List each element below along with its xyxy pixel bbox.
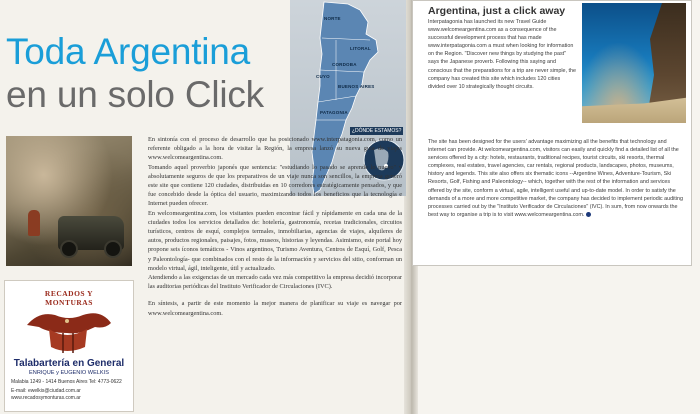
- ad-owner: ENRIQUE y EUGENIO WELKIS: [29, 370, 109, 376]
- spanish-paragraph-1: En sintonía con el proceso de desarrollo que ha posicionado www.interpatagonia.com, como un referente obligado a la hora de visitar la Región, la empresa lanzó su nueva guía de viajes www.welcomeargentina.com.: [148, 136, 402, 162]
- spanish-paragraph-5: En síntesis, a partir de este momento la mejor manera de planificar su viaje es navegar por www.welcomeargentina.com.: [148, 300, 402, 317]
- english-body: [428, 138, 686, 219]
- headline-line-2: en un solo Click: [6, 74, 264, 115]
- spanish-paragraph-4: Atendiendo a las exigencias de un mercado cada vez más competitivo la empresa decidió incorporar las auditorias periódicas del Instituto Verificador de Circulaciones (IVC).: [148, 274, 402, 291]
- map-label-litoral: LITORAL: [350, 46, 371, 51]
- english-body-copy: The site has been designed for the users' advantage maximizing all the benefits that technology and internet can provide. At welcomeargentina.com, visitors can easily and quickly find a detailed list of all the services offered by a city: hotels, restaurants, traditional recipes, tourist circuits, ski resorts, thermal complexes, real estates, travel agencies, car rentals, regional products, landscapes, photos, museums, history and legends. This site also offers six thematic icons --Argentine Wines, Adventure-Tourism, Ski Resorts, Golf, Fishing and Paleontology-- which, together with the rest of the information and services offered by the site, conform a virtual, agile, intelligent useful and up-to-date model. In order to satisfy the demands of a more and more competitive market, the company has decided to implement periodic auditing processes carried out by the "Instituto Verificador de Circulaciones" (IVC). In sum, from now onwards the best way to organise a trip is to visit www.welcomeargentina.com.: [428, 139, 683, 218]
- english-intro: [428, 18, 578, 91]
- spanish-article: [148, 135, 402, 318]
- english-body-text: [428, 138, 686, 219]
- headline: [6, 30, 296, 116]
- ad-website: www.recadosymonturas.com.ar: [11, 395, 81, 401]
- spanish-paragraph-3: En welcomeargentina.com, los visitantes pueden encontrar fácil y rápidamente en cada una de la ciudades todos los servicios detallados de: hotelería, gastronomía, recetas tradicionales, circuitos turísticos, centros de esquí, complejos termales, inmobiliarias, agencias de viajes, alquileres de autos, productos regionales, paisajes, fotos, museos, historias y leyendas. Asimismo, este portal hoy propone seis íconos temáticos - Vinos argentinos, Turismo Aventura, Centros de Esquí, Golf, Pesca y Paleontología- que combinados con el resto de la información y servicios del sitio, conforman un modelo virtual, ágil, inteligente, útil y actualizado.: [148, 209, 402, 272]
- english-intro-text: Interpatagonia has launched its new Travel Guide www.welcomeargentina.com as a consequence of the successful development process that has made www.interpatagonia.com a must when looking for information on the Region. "Discover new things by studying the past" says the Japanese proverb. Following this saying and conscious that the preparations for a trip are never simple, the company has created this site which includes 120 cities divided over 10 strategically thought circuits.: [428, 19, 577, 90]
- offroad-photo: [6, 136, 132, 266]
- headline-line-1: Toda Argentina: [6, 31, 251, 72]
- map-label-norte: NORTE: [324, 16, 341, 21]
- spanish-paragraph-2: Tomando aquel proverbio japonés que sentencia: "estudiando lo pasado se aprende lo nuevo" y absolutamente seguros de que los preparativos de un viaje nunca son sencillos, la empresa generó este site que contiene 120 ciudades, distribuidas en 10 corredores estratégicamente pensados, y que fue concebido desde la óptica del usuario, maximizando todos los beneficios que la tecnología e Internet pueden ofrecer.: [148, 163, 402, 208]
- map-label-patagonia: PATAGONIA: [320, 110, 348, 115]
- map-label-cuyo: CUYO: [316, 74, 330, 79]
- end-mark-icon: [586, 212, 591, 217]
- ad-business-name: Talabartería en General: [13, 358, 125, 369]
- ad-top-text: RECADOS Y MONTURAS: [44, 289, 94, 307]
- photo-person: [28, 210, 40, 236]
- ad-email: E-mail: ewelkis@ciudad.com.ar: [11, 388, 81, 394]
- map-label-buenos-aires: BUENOS AIRES: [338, 84, 375, 89]
- talabarteria-ad: [4, 280, 134, 412]
- saddle-icon: [19, 297, 119, 357]
- paragraph-gap: [148, 291, 402, 299]
- map-label-cordoba: CORDOBA: [332, 62, 357, 67]
- photo-wheel: [60, 240, 78, 258]
- globe-caption: ¿DÓNDE ESTAMOS?: [352, 128, 402, 134]
- coast-photo: [582, 3, 686, 123]
- english-title: Argentina, just a click away: [428, 5, 566, 17]
- photo-wheel: [104, 240, 122, 258]
- ad-address: Malabia 1249 - 1414 Buenos Aires Tel: 4773-0622: [11, 379, 122, 385]
